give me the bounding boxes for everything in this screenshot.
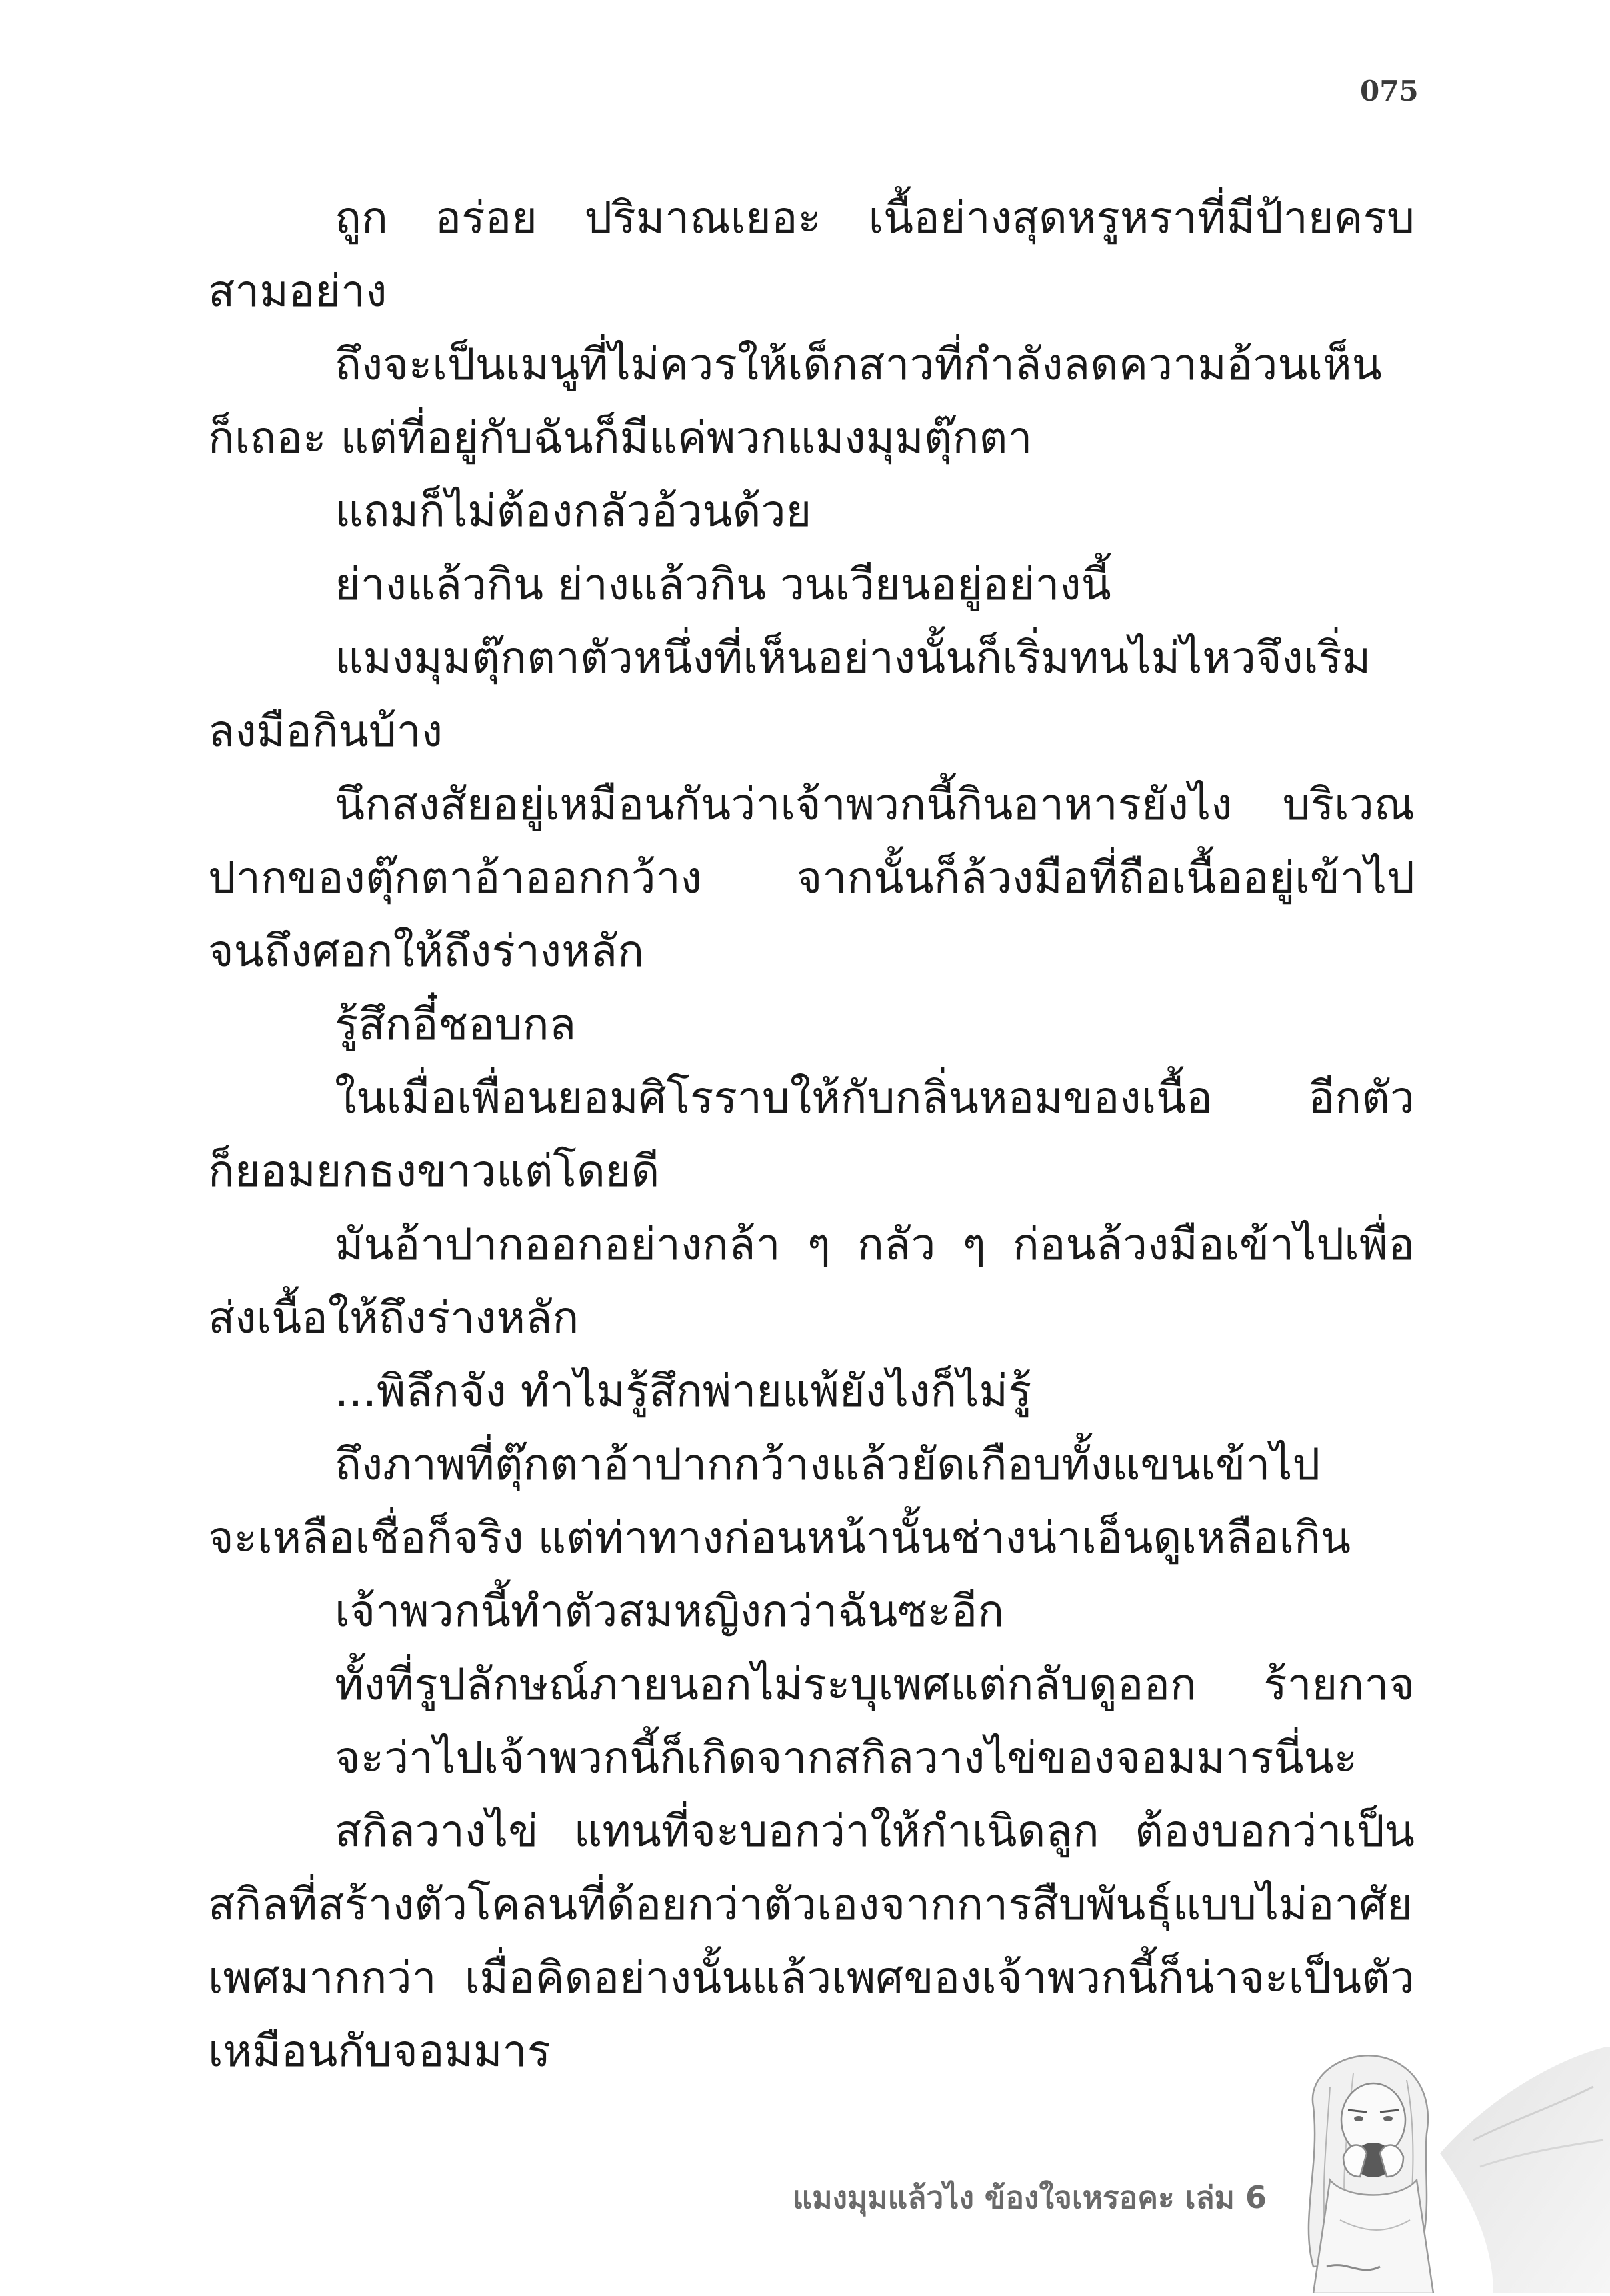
body-text bbox=[208, 181, 1415, 2088]
text-line: ลงมือกินบ้าง bbox=[208, 705, 443, 757]
text-line: ก็เถอะ แต่ที่อยู่กับฉันก็มีแค่พวกแมงมุมตุ๊กตา bbox=[208, 412, 1033, 463]
character-illustration bbox=[1273, 2047, 1610, 2293]
text-line: มันอ้าปากออกอย่างกล้า ๆ กลัว ๆ ก่อนล้วงมือเข้าไปเพื่อ bbox=[335, 1219, 1415, 1270]
text-line: รู้สึกอี๋ชอบกล bbox=[335, 999, 577, 1050]
text-line: ทั้งที่รูปลักษณ์ภายนอกไม่ระบุเพศแต่กลับดูออก ร้ายกาจ bbox=[335, 1659, 1415, 1710]
text-line: ในเมื่อเพื่อนยอมศิโรราบให้กับกลิ่นหอมของเนื้อ อีกตัว bbox=[335, 1072, 1415, 1123]
text-line: จะเหลือเชื่อก็จริง แต่ท่าทางก่อนหน้านั้นช่างน่าเอ็นดูเหลือเกิน bbox=[208, 1512, 1351, 1563]
text-line: แถมก็ไม่ต้องกลัวอ้วนด้วย bbox=[335, 485, 812, 537]
page-number: 075 bbox=[1360, 75, 1419, 107]
text-line: ก็ยอมยกธงขาวแต่โดยดี bbox=[208, 1145, 660, 1197]
text-line: ย่างแล้วกิน ย่างแล้วกิน วนเวียนอยู่อย่างนี้ bbox=[335, 559, 1111, 610]
text-line: เพศมากกว่า เมื่อคิดอย่างนั้นแล้วเพศของเจ้าพวกนี้ก็น่าจะเป็นตัว bbox=[208, 1952, 1415, 2003]
text-line: ...พิลึกจัง ทำไมรู้สึกพ่ายแพ้ยังไงก็ไม่รู้ bbox=[335, 1365, 1032, 1417]
text-line: สามอย่าง bbox=[208, 265, 387, 317]
text-line: ส่งเนื้อให้ถึงร่างหลัก bbox=[208, 1292, 579, 1343]
text-line: สกิลวางไข่ แทนที่จะบอกว่าให้กำเนิดลูก ต้องบอกว่าเป็น bbox=[335, 1805, 1415, 1857]
text-line: เจ้าพวกนี้ทำตัวสมหญิงกว่าฉันซะอีก bbox=[335, 1585, 1005, 1637]
text-line: จนถึงศอกให้ถึงร่างหลัก bbox=[208, 925, 645, 977]
text-line: ถึงจะเป็นเมนูที่ไม่ควรให้เด็กสาวที่กำลังลดความอ้วนเห็น bbox=[335, 339, 1382, 390]
text-line: ปากของตุ๊กตาอ้าออกกว้าง จากนั้นก็ล้วงมือที่ถือเนื้ออยู่เข้าไป bbox=[208, 852, 1415, 903]
text-line: จะว่าไปเจ้าพวกนี้ก็เกิดจากสกิลวางไข่ของจอมมารนี่นะ bbox=[335, 1732, 1358, 1783]
text-line: ถึงภาพที่ตุ๊กตาอ้าปากกว้างแล้วยัดเกือบทั้งแขนเข้าไป bbox=[335, 1439, 1321, 1490]
text-line: ถูก อร่อย ปริมาณเยอะ เนื้อย่างสุดหรูหราที่มีป้ายครบ bbox=[335, 192, 1415, 243]
text-line: เหมือนกับจอมมาร bbox=[208, 2025, 551, 2077]
text-line: แมงมุมตุ๊กตาตัวหนึ่งที่เห็นอย่างนั้นก็เริ่มทนไม่ไหวจึงเริ่ม bbox=[335, 632, 1371, 683]
footer-book-title: แมงมุมแล้วไง ข้องใจเหรอคะ เล่ม 6 bbox=[792, 2179, 1267, 2215]
text-line: สกิลที่สร้างตัวโคลนที่ด้อยกว่าตัวเองจากการสืบพันธุ์แบบไม่อาศัย bbox=[208, 1879, 1413, 1930]
text-line: นึกสงสัยอยู่เหมือนกันว่าเจ้าพวกนี้กินอาหารยังไง บริเวณ bbox=[335, 779, 1415, 830]
